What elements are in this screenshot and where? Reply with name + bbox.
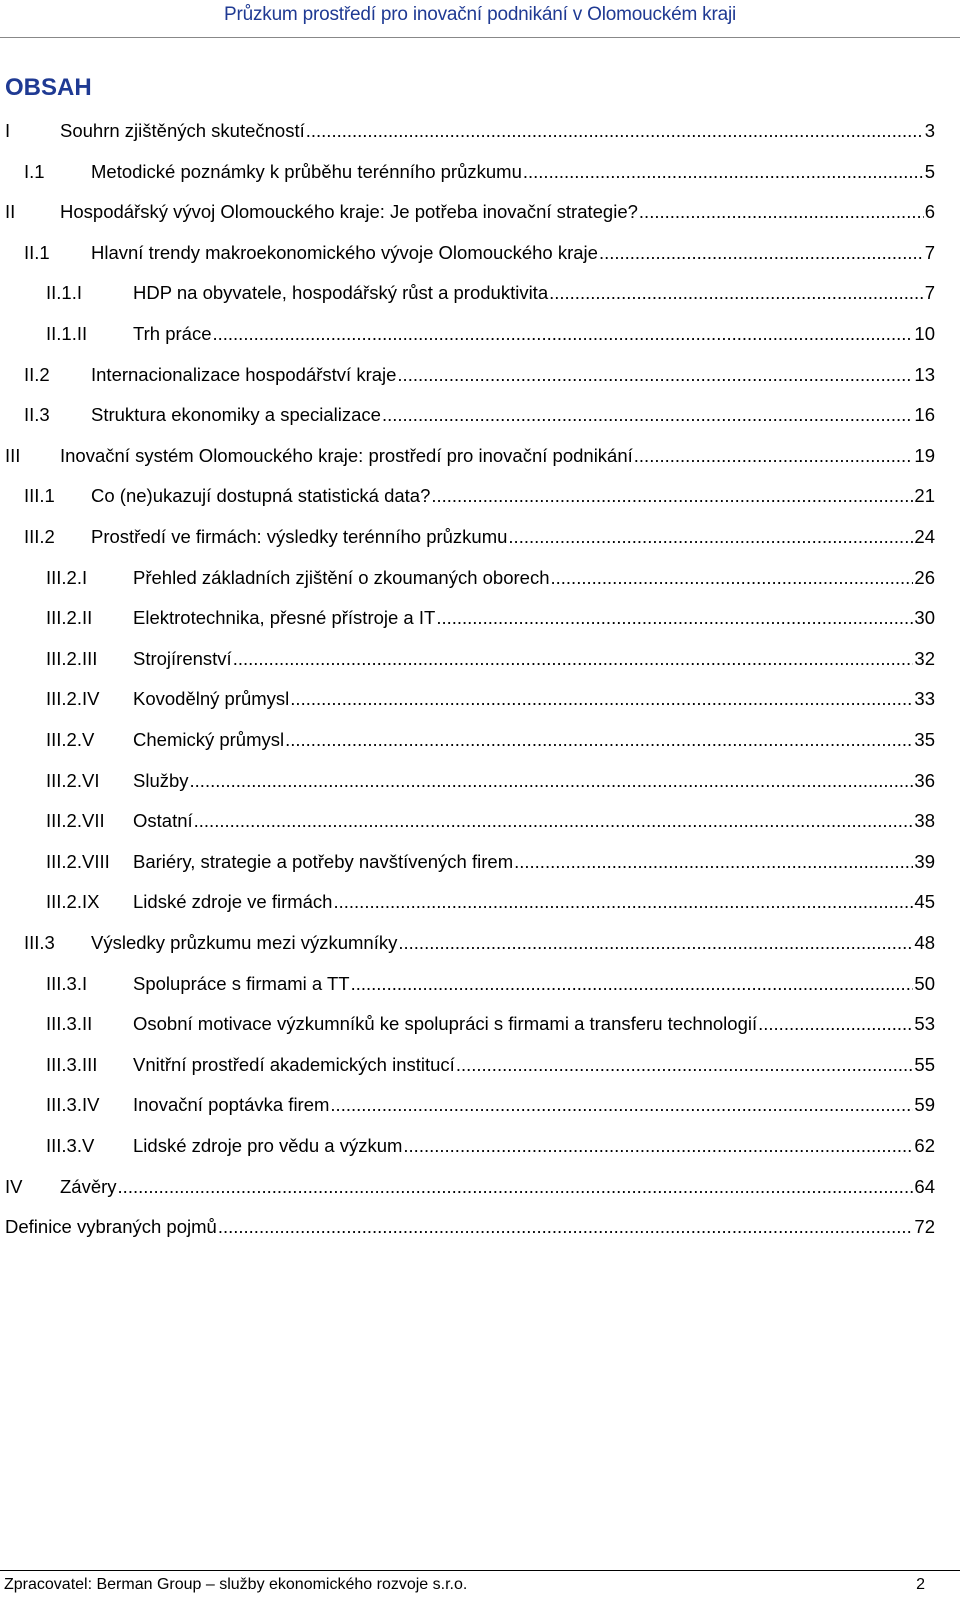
toc-dot-leader bbox=[398, 929, 913, 957]
toc-dot-leader bbox=[333, 888, 913, 916]
toc-entry-title: Služby bbox=[133, 769, 189, 791]
toc-entry-page: 19 bbox=[914, 444, 935, 466]
page-number: 2 bbox=[916, 1576, 925, 1593]
toc-entry-title: Metodické poznámky k průběhu terénního průzkumu bbox=[91, 160, 522, 182]
toc-entry-page: 7 bbox=[924, 241, 935, 263]
toc-entry-page: 24 bbox=[914, 526, 935, 547]
toc-entry-title: Lidské zdroje pro vědu a výzkum bbox=[133, 1135, 403, 1156]
toc-dot-leader bbox=[190, 767, 914, 795]
toc-entry[interactable] bbox=[0, 158, 960, 186]
toc-entry-page: 21 bbox=[914, 485, 935, 507]
toc-dot-leader bbox=[758, 1010, 913, 1038]
page-footer bbox=[0, 1576, 960, 1598]
toc-entry-title: Přehled základních zjištění o zkoumaných oborech bbox=[133, 566, 550, 588]
toc-dot-leader bbox=[351, 970, 914, 998]
toc-entry-number: III.3 bbox=[24, 932, 55, 953]
toc-entry[interactable] bbox=[0, 198, 960, 226]
toc-entry-number: II bbox=[5, 201, 16, 223]
toc-entry-number: I.1 bbox=[24, 160, 45, 182]
toc-entry-number: II.3 bbox=[24, 404, 50, 426]
toc-entry-number: II.2 bbox=[24, 363, 50, 385]
toc-entry[interactable] bbox=[0, 767, 960, 795]
toc-entry-title: Inovační systém Olomouckého kraje: prostředí pro inovační podnikání bbox=[60, 444, 633, 466]
toc-entry-page: 10 bbox=[914, 323, 935, 344]
toc-entry-page: 35 bbox=[914, 729, 935, 750]
toc-entry-number: IV bbox=[5, 1175, 23, 1197]
toc-entry-title: Definice vybraných pojmů bbox=[5, 1216, 217, 1238]
toc-entry[interactable] bbox=[0, 929, 960, 957]
toc-entry-page: 30 bbox=[914, 607, 935, 629]
header-divider bbox=[0, 37, 960, 38]
toc-entry-number: II.1.II bbox=[46, 323, 88, 344]
toc-entry[interactable] bbox=[0, 685, 960, 713]
toc-entry-number: III.2.IX bbox=[46, 891, 100, 913]
toc-entry[interactable] bbox=[0, 726, 960, 754]
toc-entry-page: 64 bbox=[914, 1175, 935, 1197]
toc-entry-title: Trh práce bbox=[133, 323, 212, 344]
toc-entry-title: Osobní motivace výzkumníků ke spolupráci s firmami a transferu technologií bbox=[133, 1013, 758, 1035]
footer-author: Zpracovatel: Berman Group – služby ekonomického rozvoje s.r.o. bbox=[4, 1576, 468, 1593]
toc-entry[interactable] bbox=[0, 279, 960, 307]
toc-entry[interactable] bbox=[0, 1173, 960, 1201]
toc-dot-leader bbox=[514, 848, 913, 876]
toc-entry-number: III.3.II bbox=[46, 1013, 93, 1035]
toc-entry-page: 16 bbox=[914, 404, 935, 426]
toc-dot-leader bbox=[436, 604, 913, 632]
toc-entry[interactable] bbox=[0, 807, 960, 835]
toc-entry-title: Elektrotechnika, přesné přístroje a IT bbox=[133, 607, 436, 629]
toc-dot-leader bbox=[456, 1051, 914, 1079]
toc-entry[interactable] bbox=[0, 482, 960, 510]
toc-entry-page: 36 bbox=[914, 769, 935, 791]
toc-dot-leader bbox=[382, 401, 913, 429]
toc-dot-leader bbox=[290, 685, 913, 713]
toc-entry[interactable] bbox=[0, 564, 960, 592]
toc-entry-title: Spolupráce s firmami a TT bbox=[133, 972, 350, 994]
toc-entry-number: III.2.VIII bbox=[46, 850, 110, 872]
toc-dot-leader bbox=[330, 1091, 913, 1119]
toc-entry-number: III.2.VI bbox=[46, 769, 100, 791]
toc-dot-leader bbox=[599, 239, 924, 267]
toc-entry-title: Hlavní trendy makroekonomického vývoje Olomouckého kraje bbox=[91, 241, 598, 263]
toc-dot-leader bbox=[218, 1213, 914, 1241]
toc-dot-leader bbox=[431, 482, 913, 510]
toc-entry-page: 59 bbox=[914, 1094, 935, 1116]
toc-dot-leader bbox=[233, 645, 914, 673]
toc-entry-title: Bariéry, strategie a potřeby navštívených firem bbox=[133, 850, 514, 872]
toc-entry[interactable] bbox=[0, 1051, 960, 1079]
toc-dot-leader bbox=[508, 523, 913, 551]
toc-entry-page: 32 bbox=[914, 647, 935, 669]
toc-dot-leader bbox=[551, 564, 914, 592]
toc-entry[interactable] bbox=[0, 320, 960, 348]
toc-entry-page: 53 bbox=[914, 1013, 935, 1035]
toc-entry[interactable] bbox=[0, 848, 960, 876]
toc-entry-page: 39 bbox=[914, 850, 935, 872]
footer-divider bbox=[0, 1570, 960, 1571]
toc-entry[interactable] bbox=[0, 401, 960, 429]
toc-entry-number: III.1 bbox=[24, 485, 55, 507]
toc-dot-leader bbox=[403, 1132, 913, 1160]
toc-entry[interactable] bbox=[0, 1213, 960, 1241]
toc-entry-page: 33 bbox=[914, 688, 935, 710]
toc-entry-title: Souhrn zjištěných skutečností bbox=[60, 120, 305, 141]
toc-entry[interactable] bbox=[0, 645, 960, 673]
toc-entry-title: Chemický průmysl bbox=[133, 729, 285, 750]
toc-entry[interactable] bbox=[0, 117, 960, 145]
toc-dot-leader bbox=[212, 320, 913, 348]
toc-dot-leader bbox=[118, 1173, 914, 1201]
toc-entry[interactable] bbox=[0, 1132, 960, 1160]
toc-entry-title: Struktura ekonomiky a specializace bbox=[91, 404, 381, 426]
toc-entry-number: II.1 bbox=[24, 241, 50, 263]
toc-entry-page: 6 bbox=[924, 201, 935, 223]
toc-entry-page: 48 bbox=[914, 932, 935, 953]
toc-entry-page: 45 bbox=[914, 891, 935, 913]
toc-entry[interactable] bbox=[0, 523, 960, 551]
toc-entry-page: 55 bbox=[914, 1053, 935, 1075]
toc-entry-number: III.3.V bbox=[46, 1135, 95, 1156]
toc-entry-page: 3 bbox=[924, 120, 935, 141]
toc-entry-number: III.3.IV bbox=[46, 1094, 100, 1116]
toc-entry-title: Ostatní bbox=[133, 810, 193, 832]
toc-entry-title: HDP na obyvatele, hospodářský růst a produktivita bbox=[133, 282, 549, 304]
toc-entry-title: Lidské zdroje ve firmách bbox=[133, 891, 333, 913]
toc-entry-page: 26 bbox=[914, 566, 935, 588]
toc-dot-leader bbox=[523, 158, 924, 186]
toc-entry[interactable] bbox=[0, 1091, 960, 1119]
toc-entry-title: Hospodářský vývoj Olomouckého kraje: Je potřeba inovační strategie? bbox=[60, 201, 638, 223]
toc-entry-number: III.2.V bbox=[46, 729, 95, 750]
toc-entry-page: 50 bbox=[914, 972, 935, 994]
toc-dot-leader bbox=[397, 361, 913, 389]
toc-entry-number: III.2.II bbox=[46, 607, 93, 629]
toc-dot-leader bbox=[639, 198, 924, 226]
toc-entry[interactable] bbox=[0, 442, 960, 470]
toc-entry-number: III.3.I bbox=[46, 972, 88, 994]
toc-entry-number: III.3.III bbox=[46, 1053, 98, 1075]
toc-entry-title: Kovodělný průmysl bbox=[133, 688, 290, 710]
toc-entry[interactable] bbox=[0, 604, 960, 632]
toc-entry-page: 5 bbox=[924, 160, 935, 182]
toc-entry-page: 13 bbox=[914, 363, 935, 385]
toc-entry[interactable] bbox=[0, 1010, 960, 1038]
toc-entry-number: III.2.I bbox=[46, 566, 88, 588]
toc-entry[interactable] bbox=[0, 239, 960, 267]
toc-entry-number: III bbox=[5, 444, 21, 466]
toc-entry-page: 62 bbox=[914, 1135, 935, 1156]
toc-entry-title: Prostředí ve firmách: výsledky terénního průzkumu bbox=[91, 526, 508, 547]
toc-entry-page: 7 bbox=[924, 282, 935, 304]
toc-entry-number: III.2.III bbox=[46, 647, 98, 669]
toc-entry[interactable] bbox=[0, 888, 960, 916]
toc-heading: OBSAH bbox=[5, 74, 92, 101]
toc-dot-leader bbox=[634, 442, 914, 470]
toc-dot-leader bbox=[285, 726, 913, 754]
toc-entry[interactable] bbox=[0, 361, 960, 389]
toc-entry-title: Inovační poptávka firem bbox=[133, 1094, 330, 1116]
toc-entry-title: Co (ne)ukazují dostupná statistická data? bbox=[91, 485, 431, 507]
toc-entry-number: I bbox=[5, 120, 11, 141]
toc-entry-number: III.2.IV bbox=[46, 688, 100, 710]
toc-entry[interactable] bbox=[0, 970, 960, 998]
toc-entry-page: 38 bbox=[914, 810, 935, 832]
toc-dot-leader bbox=[306, 117, 924, 145]
toc-entry-page: 72 bbox=[914, 1216, 935, 1238]
toc-entry-title: Vnitřní prostředí akademických institucí bbox=[133, 1053, 455, 1075]
toc-entry-title: Strojírenství bbox=[133, 647, 232, 669]
toc-dot-leader bbox=[194, 807, 914, 835]
toc-dot-leader bbox=[549, 279, 924, 307]
toc-entry-number: III.2 bbox=[24, 526, 55, 547]
toc-entry-number: II.1.I bbox=[46, 282, 82, 304]
toc-entry-title: Výsledky průzkumu mezi výzkumníky bbox=[91, 932, 398, 953]
toc-entry-number: III.2.VII bbox=[46, 810, 105, 832]
toc-entry-title: Internacionalizace hospodářství kraje bbox=[91, 363, 397, 385]
running-header: Průzkum prostředí pro inovační podnikání v Olomouckém kraji bbox=[224, 4, 736, 25]
toc-entry-title: Závěry bbox=[60, 1175, 117, 1197]
